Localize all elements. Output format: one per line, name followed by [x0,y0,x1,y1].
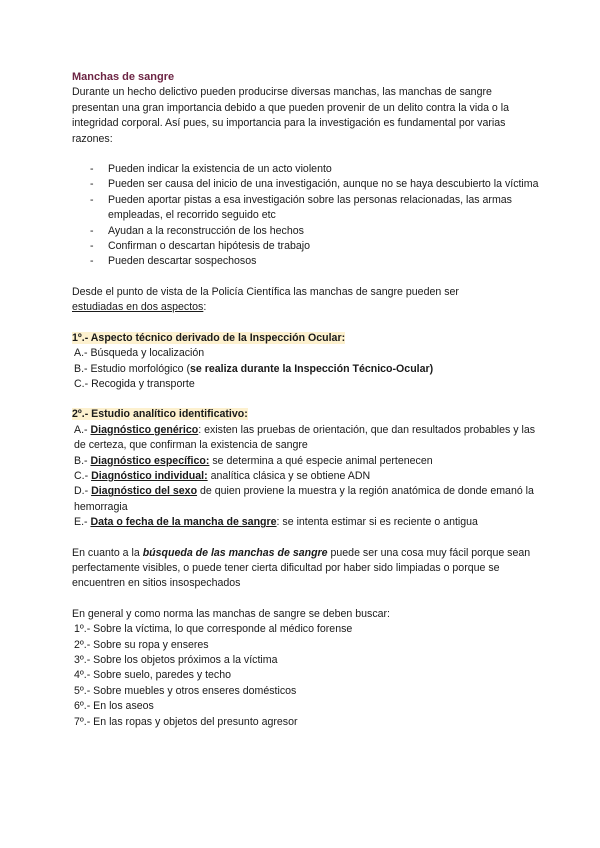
aspect-1-section [72,331,540,393]
places-list [72,622,540,730]
list-item: - Ayudan a la reconstrucción de los hechos [90,224,540,239]
aspect-1-item-a: A.- Búsqueda y localización [74,347,205,360]
list-item: 1º.- Sobre la víctima, lo que corresponde al médico forense [74,623,353,636]
list-item: 7º.- En las ropas y objetos del presunto agresor [74,715,298,728]
search-paragraph: En cuanto a la búsqueda de las manchas de sangre puede ser una cosa muy fácil porque sean perfectamente visibles, o puede tener cierta dificultad por haber sido limpiadas o porque se encuentren en sitios insospechados [72,546,531,590]
aspect-2-item-d: D.- Diagnóstico del sexo de quien proviene la muestra y la región anatómica de donde emanó la hemorragia [74,485,534,513]
perspective-paragraph: Desde el punto de vista de la Policía Científica las manchas de sangre pueden ser estudiadas en dos aspectos: [72,285,459,314]
list-item: 3º.- Sobre los objetos próximos a la víctima [74,654,278,666]
list-item: - Pueden descartar sospechosos [90,254,540,269]
list-item: - Pueden aportar pistas a esa investigación sobre las personas relacionadas, las armas empleadas, el recorrido seguido etc [90,193,540,224]
aspect-2-item-c: C.- Diagnóstico individual: analítica clásica y se obtiene ADN [74,469,371,482]
aspect-2-item-e: E.- Data o fecha de la mancha de sangre: se intenta estimar si es reciente o antigua [74,516,478,529]
reasons-list [72,162,540,270]
intro-paragraph: Durante un hecho delictivo pueden producirse diversas manchas, las manchas de sangre presentan una gran importancia debido a que pueden provenir de un delito contra la vida o la integridad corporal. Así pues, su importancia para la investigación es fundamental por varias razones: [72,86,510,145]
list-item: 4º.- Sobre suelo, paredes y techo [74,669,231,682]
underlined-phrase: estudiadas en dos aspectos [72,301,204,314]
aspect-1-item-c: C.- Recogida y transporte [74,377,195,390]
list-item: 2º.- Sobre su ropa y enseres [74,638,209,651]
general-paragraph: En general y como norma las manchas de sangre se deben buscar: [72,607,390,620]
list-item: 6º.- En los aseos [74,700,154,713]
page-title: Manchas de sangre [72,71,175,83]
list-item: 5º.- Sobre muebles y otros enseres domésticos [74,684,297,697]
list-item: - Pueden indicar la existencia de un acto violento [90,162,540,177]
aspect-2-item-a: A.- Diagnóstico genérico: existen las pruebas de orientación, que dan resultados probables y las de certeza, que confirman la existencia de sangre [74,423,536,452]
aspect-1-item-b: B.- Estudio morfológico (se realiza durante la Inspección Técnico-Ocular) [74,362,434,375]
aspect-1-heading: 1º.- Aspecto técnico derivado de la Inspección Ocular: [72,331,346,344]
aspect-2-section [72,407,540,530]
list-item: - Confirman o descartan hipótesis de trabajo [90,239,540,254]
list-item: - Pueden ser causa del inicio de una investigación, aunque no se haya descubierto la víctima [90,177,540,192]
aspect-2-item-b: B.- Diagnóstico específico: se determina a qué especie animal pertenecen [74,454,433,467]
aspect-2-heading: 2º.- Estudio analítico identificativo: [72,408,248,421]
